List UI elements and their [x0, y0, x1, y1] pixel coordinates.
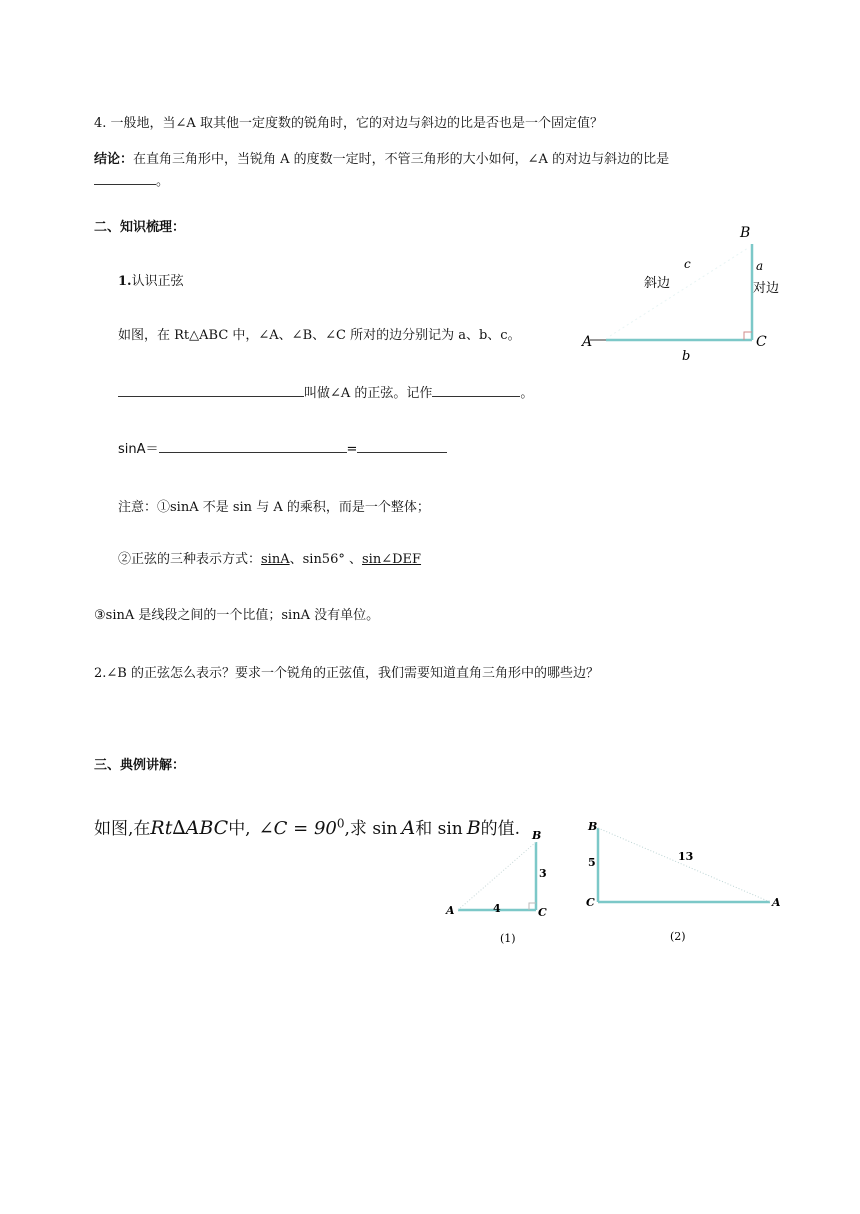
- note-2-sina: sinA: [261, 552, 290, 567]
- example-p2: 中,: [228, 819, 251, 839]
- note-3: ③sinA 是线段之间的一个比值；sinA 没有单位。: [94, 608, 380, 623]
- fig2-label-b: B: [588, 820, 598, 833]
- definition-end: 。: [520, 386, 534, 401]
- fig2-side-ab: [598, 828, 770, 902]
- label-side-c: c: [684, 257, 691, 271]
- section-3-title: 三、典例讲解：: [94, 758, 186, 773]
- example-p4: 和 sin: [415, 819, 463, 839]
- fig1-label-3: 3: [539, 867, 547, 880]
- label-b-vertex: B: [740, 225, 751, 241]
- intro-text: 如图，在 Rt△ABC 中，∠A、∠B、∠C 所对的边分别记为 a、b、c。: [118, 328, 521, 343]
- example-rt: Rt∆ABC: [150, 817, 229, 839]
- conclusion-text: 在直角三角形中，当锐角 A 的度数一定时，不管三角形的大小如何，∠A 的对边与斜边的比是: [133, 152, 670, 167]
- example-angle: ∠C = 90: [258, 818, 337, 839]
- formula-eq: =: [346, 442, 358, 457]
- item-1-heading: [118, 270, 184, 289]
- label-side-b: b: [682, 349, 691, 364]
- note-1: 注意：①sinA 不是 sin 与 A 的乘积，而是一个整体；: [118, 500, 430, 515]
- conclusion-line: [94, 148, 669, 167]
- definition-text: 叫做∠A 的正弦。记作: [304, 386, 433, 401]
- note-2-sindef: sin∠DEF: [362, 552, 422, 567]
- fig2-label-13: 13: [678, 850, 694, 863]
- conclusion-label: 结论：: [94, 152, 134, 167]
- label-opposite: 对边: [753, 281, 780, 296]
- question-2: 2.∠B 的正弦怎么表示？要求一个锐角的正弦值，我们需要知道直角三角形中的哪些边？: [94, 666, 599, 681]
- label-c-vertex: C: [756, 334, 767, 350]
- conclusion-end: 。: [156, 174, 170, 189]
- label-hypotenuse: 斜边: [644, 276, 671, 291]
- notation-blank[interactable]: [432, 384, 520, 397]
- note-2-prefix: ②正弦的三种表示方式：: [118, 552, 262, 567]
- item-1-number: 1.: [118, 274, 132, 289]
- conclusion-blank[interactable]: [94, 172, 156, 185]
- triangle-figure-2: [582, 816, 788, 950]
- example-a: A: [401, 817, 416, 839]
- definition-blank[interactable]: [118, 384, 304, 397]
- example-p5: 的值.: [480, 819, 521, 839]
- fig1-label-b: B: [532, 829, 542, 842]
- fig1-side-ab: [458, 842, 536, 910]
- formula-blank-2[interactable]: [357, 440, 447, 453]
- fig2-label-5: 5: [588, 856, 596, 869]
- fig1-caption: (1): [500, 932, 516, 945]
- example-degree: 0: [336, 816, 345, 831]
- note-2: [118, 548, 421, 567]
- fig2-label-a: A: [772, 896, 781, 909]
- example-p3: ,求 sin: [344, 819, 398, 839]
- triangle-figure-1: [440, 828, 556, 952]
- question-4: 4. 一般地，当∠A 取其他一定度数的锐角时，它的对边与斜边的比是否也是一个固定值？: [94, 116, 603, 131]
- formula-blank-1[interactable]: [159, 440, 347, 453]
- formula-lhs: sinA＝: [118, 442, 159, 457]
- fig1-label-c: C: [538, 906, 547, 919]
- note-2-sep: 、sin56° 、: [289, 552, 362, 567]
- fig1-label-a: A: [446, 904, 455, 917]
- definition-line: [118, 382, 533, 401]
- conclusion-blank-line: [94, 170, 169, 189]
- section-2-title: 二、知识梳理：: [94, 220, 186, 235]
- item-1-title: 认识正弦: [131, 274, 184, 289]
- formula-line: [118, 438, 447, 457]
- example-p1: 如图,在: [94, 819, 151, 839]
- triangle-figure-top: [576, 218, 796, 366]
- fig1-label-4: 4: [493, 902, 501, 915]
- example-b: B: [466, 817, 481, 839]
- label-side-a: a: [756, 259, 764, 273]
- label-a-vertex: A: [582, 334, 593, 350]
- fig2-label-c: C: [586, 896, 595, 909]
- fig2-caption: (2): [670, 930, 686, 943]
- hypotenuse-line: [610, 248, 748, 336]
